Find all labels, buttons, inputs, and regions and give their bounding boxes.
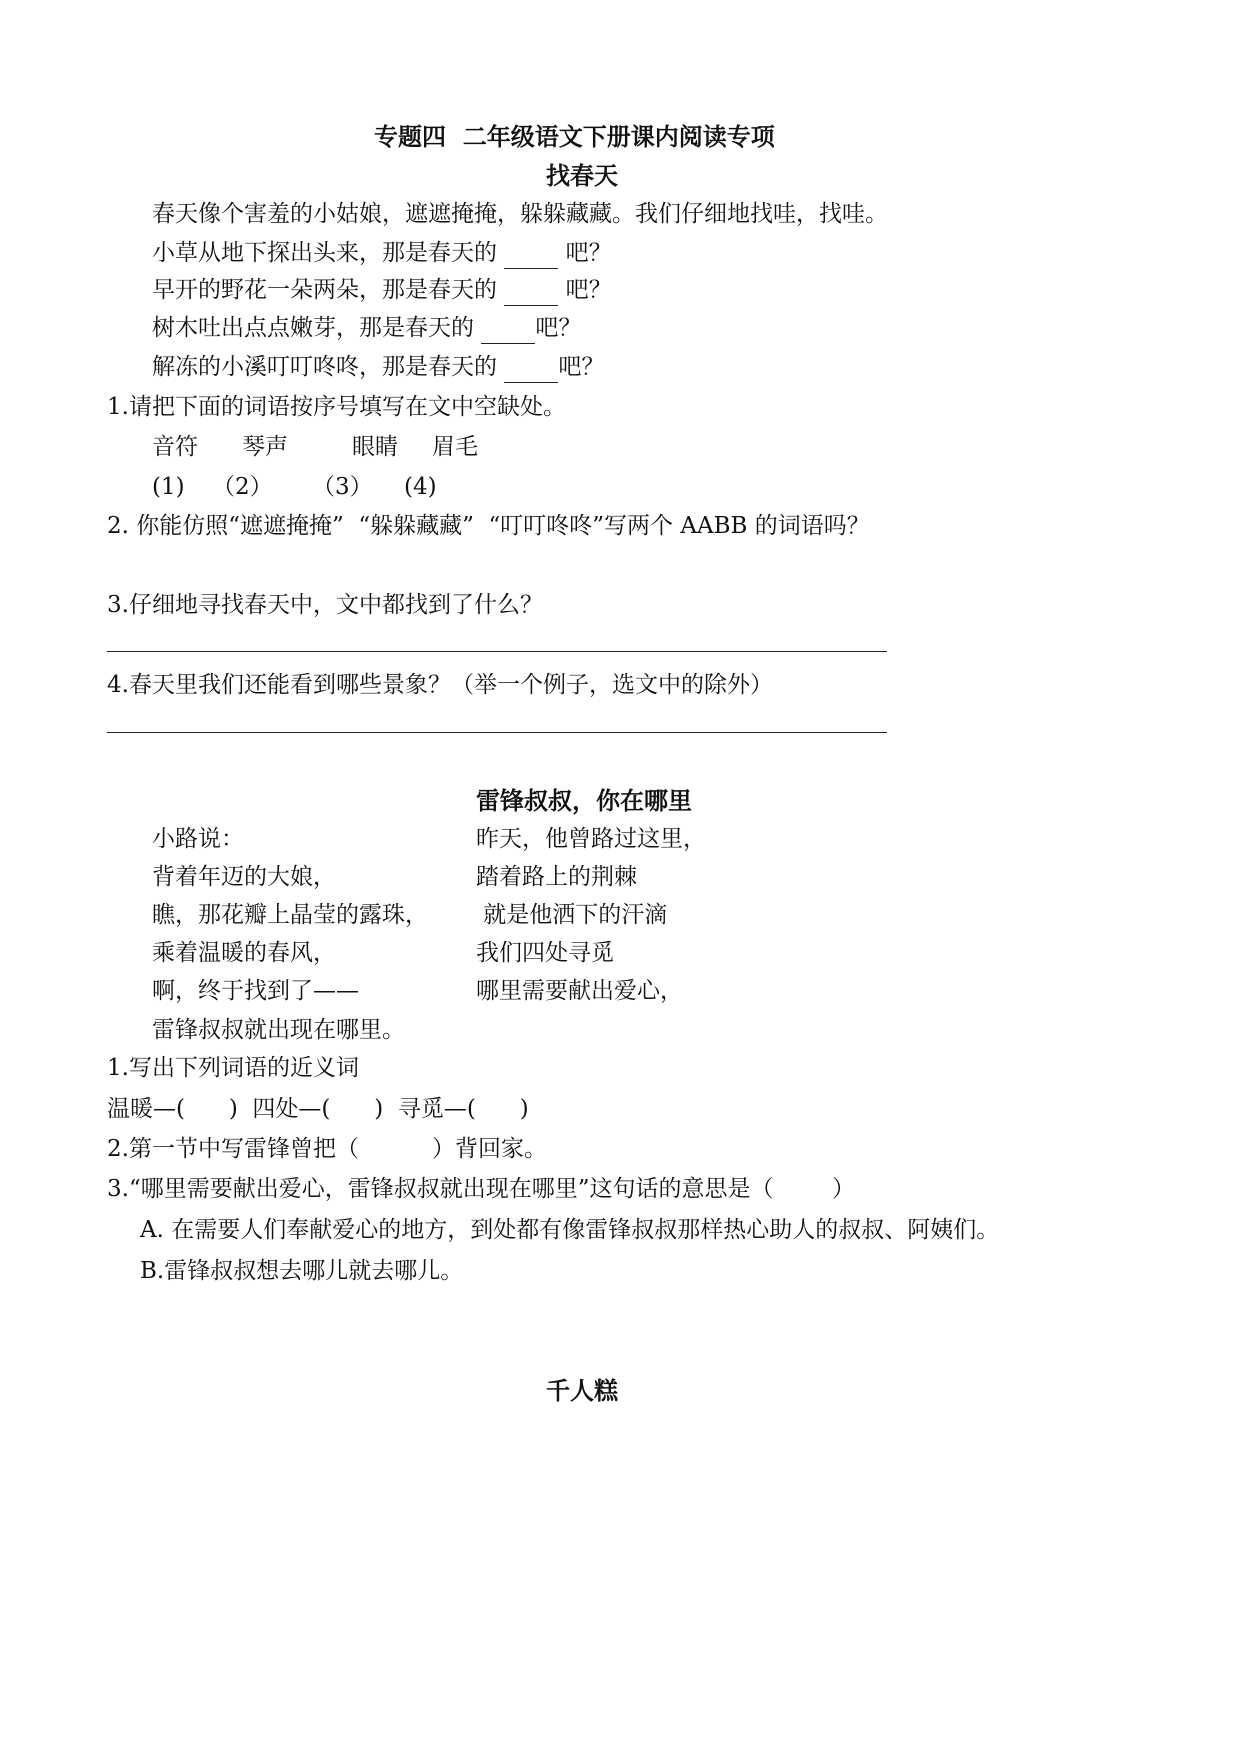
poem-left-line-6: 雷锋叔叔就出现在哪里。 <box>152 1017 405 1043</box>
poem-line-2: 早开的野花一朵两朵，那是春天的 吧？ <box>152 275 612 306</box>
page-title: 专题四 二年级语文下册课内阅读专项 <box>374 122 775 151</box>
section2-title: 雷锋叔叔，你在哪里 <box>476 786 692 815</box>
s2-question-3[interactable]: 3.“哪里需要献出爱心，雷锋叔叔就出现在哪里”这句话的意思是（ ） <box>107 1176 855 1202</box>
number-label-1: (1) <box>152 474 185 500</box>
poem-left-line-5: 啊，终于找到了—— <box>152 978 359 1004</box>
s1-question-1: 1.请把下面的词语按序号填写在文中空缺处。 <box>107 394 566 420</box>
fill-blank-3[interactable] <box>481 313 535 344</box>
poem-right-line-3: 就是他洒下的汗滴 <box>476 902 668 928</box>
s2-question-2[interactable]: 2.第一节中写雷锋曾把（ ）背回家。 <box>107 1136 548 1162</box>
poem-line-1: 小草从地下探出头来，那是春天的 吧？ <box>152 238 612 269</box>
answer-line-q3[interactable] <box>107 651 887 652</box>
poem-right-line-5: 哪里需要献出爱心， <box>476 978 683 1004</box>
poem-line-3: 树木吐出点点嫩芽，那是春天的 吧？ <box>152 313 581 344</box>
poem-left-line-2: 背着年迈的大娘， <box>152 864 336 890</box>
number-label-3: （3） <box>312 474 373 500</box>
s1-question-4: 4.春天里我们还能看到哪些景象？（举一个例子，选文中的除外） <box>107 672 773 698</box>
poem-left-line-3: 瞧，那花瓣上晶莹的露珠， <box>152 902 428 928</box>
poem-right-line-4: 我们四处寻觅 <box>476 940 614 966</box>
s1-question-2: 2. 你能仿照“遮遮掩掩” “躲躲藏藏” “叮叮咚咚”写两个 AABB 的词语吗？ <box>107 513 870 539</box>
number-label-2: （2） <box>212 474 273 500</box>
option-a[interactable]: A. 在需要人们奉献爱心的地方，到处都有像雷锋叔叔那样热心助人的叔叔、阿姨们。 <box>140 1217 1000 1243</box>
fill-blank-1[interactable] <box>504 238 558 269</box>
word-option-4: 眉毛 <box>432 434 478 460</box>
synonym-line[interactable]: 温暖—( ) 四处—( ) 寻觅—( ) <box>107 1096 529 1122</box>
section3-title: 千人糕 <box>546 1376 618 1405</box>
number-label-4: (4) <box>404 474 437 500</box>
poem-line-4: 解冻的小溪叮叮咚咚，那是春天的 吧？ <box>152 352 604 383</box>
word-option-1: 音符 <box>152 434 198 460</box>
fill-blank-2[interactable] <box>504 275 558 306</box>
section1-intro: 春天像个害羞的小姑娘，遮遮掩掩，躲躲藏藏。我们仔细地找哇，找哇。 <box>152 201 888 227</box>
option-b[interactable]: B.雷锋叔叔想去哪儿就去哪儿。 <box>140 1258 464 1284</box>
s1-question-3: 3.仔细地寻找春天中，文中都找到了什么？ <box>107 592 543 618</box>
word-option-3: 眼睛 <box>352 434 398 460</box>
word-option-2: 琴声 <box>242 434 288 460</box>
s2-question-1: 1.写出下列词语的近义词 <box>107 1055 359 1081</box>
poem-left-line-4: 乘着温暖的春风， <box>152 940 336 966</box>
poem-left-line-1: 小路说： <box>152 826 244 852</box>
section1-title: 找春天 <box>546 161 618 190</box>
poem-right-line-1: 昨天，他曾路过这里， <box>476 826 706 852</box>
fill-blank-4[interactable] <box>504 352 558 383</box>
poem-right-line-2: 踏着路上的荆棘 <box>476 864 637 890</box>
answer-line-q4[interactable] <box>107 732 887 733</box>
